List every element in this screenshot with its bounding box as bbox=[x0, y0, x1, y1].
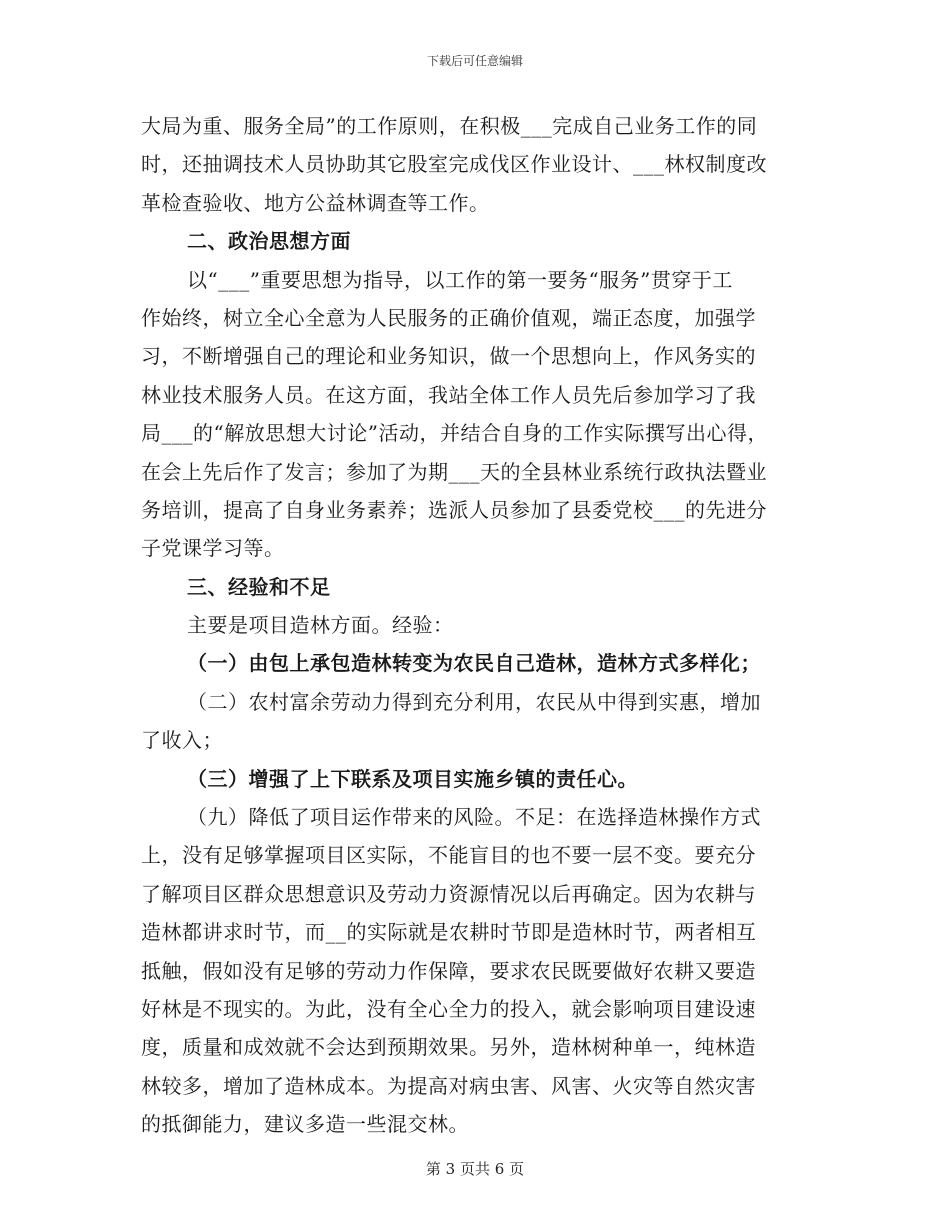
text-line: 了收入； bbox=[141, 728, 223, 753]
text-line: （九）降低了项目运作带来的风险。不足：在选择造林操作方式 bbox=[187, 805, 761, 830]
text-line: 林业技术服务人员。在这方面，我站全体工作人员先后参加学习了我 bbox=[141, 382, 756, 407]
page-number: 第 3 页共 6 页 bbox=[425, 1160, 525, 1178]
section-heading-line: 三、经验和不足 bbox=[187, 574, 331, 599]
text-line: 造林都讲求时节，而__的实际就是农耕时节即是造林时节，两者相互 bbox=[141, 920, 757, 945]
text-line: （二）农村富余劳动力得到充分利用，农民从中得到实惠，增加 bbox=[187, 689, 761, 714]
section-heading-line: 二、政治思想方面 bbox=[187, 229, 351, 254]
text-line: 好林是不现实的。为此，没有全心全力的投入，就会影响项目建设速 bbox=[141, 996, 756, 1021]
text-line: 局___的“解放思想大讨论”活动，并结合自身的工作实际撰写出心得， bbox=[141, 421, 768, 446]
text-line: 上，没有足够掌握项目区实际，不能盲目的也不要一层不变。要充分 bbox=[141, 843, 756, 868]
text-line: 习，不断增强自己的理论和业务知识，做一个思想向上，作风务实的 bbox=[141, 344, 756, 369]
text-line: 以“___”重要思想为指导，以工作的第一要务“服务”贯穿于工 bbox=[187, 267, 733, 292]
text-line: 了解项目区群众思想意识及劳动力资源情况以后再确定。因为农耕与 bbox=[141, 881, 756, 906]
text-line: 抵触，假如没有足够的劳动力作保障，要求农民既要做好农耕又要造 bbox=[141, 958, 756, 983]
text-line: 作始终，树立全心全意为人民服务的正确价值观，端正态度，加强学 bbox=[141, 305, 756, 330]
text-line: 时，还抽调技术人员协助其它股室完成伐区作业设计、___林权制度改 bbox=[141, 152, 767, 177]
text-line: 革检查验收、地方公益林调查等工作。 bbox=[141, 190, 490, 215]
document-body bbox=[141, 107, 811, 1144]
section-heading-line: （一）由包上承包造林转变为农民自己造林，造林方式多样化； bbox=[187, 651, 761, 676]
section-heading-line: （三）增强了上下联系及项目实施乡镇的责任心。 bbox=[187, 766, 638, 791]
text-line: 子党课学习等。 bbox=[141, 536, 285, 561]
text-line: 林较多，增加了造林成本。为提高对病虫害、风害、火灾等自然灾害 bbox=[141, 1073, 756, 1098]
text-line: 度，质量和成效就不会达到预期效果。另外，造林树种单一，纯林造 bbox=[141, 1035, 756, 1060]
text-line: 在会上先后作了发言；参加了为期___天的全县林业系统行政执法暨业 bbox=[141, 459, 767, 484]
text-line: 大局为重、服务全局”的工作原则，在积极___完成自己业务工作的同 bbox=[141, 114, 758, 138]
text-line: 主要是项目造林方面。经验： bbox=[187, 613, 454, 638]
page-header: 下载后可任意编辑 bbox=[426, 54, 523, 68]
text-line: 的抵御能力，建议多造一些混交林。 bbox=[141, 1112, 469, 1137]
text-line: 务培训，提高了自身业务素养；选派人员参加了县委党校___的先进分 bbox=[141, 497, 767, 522]
